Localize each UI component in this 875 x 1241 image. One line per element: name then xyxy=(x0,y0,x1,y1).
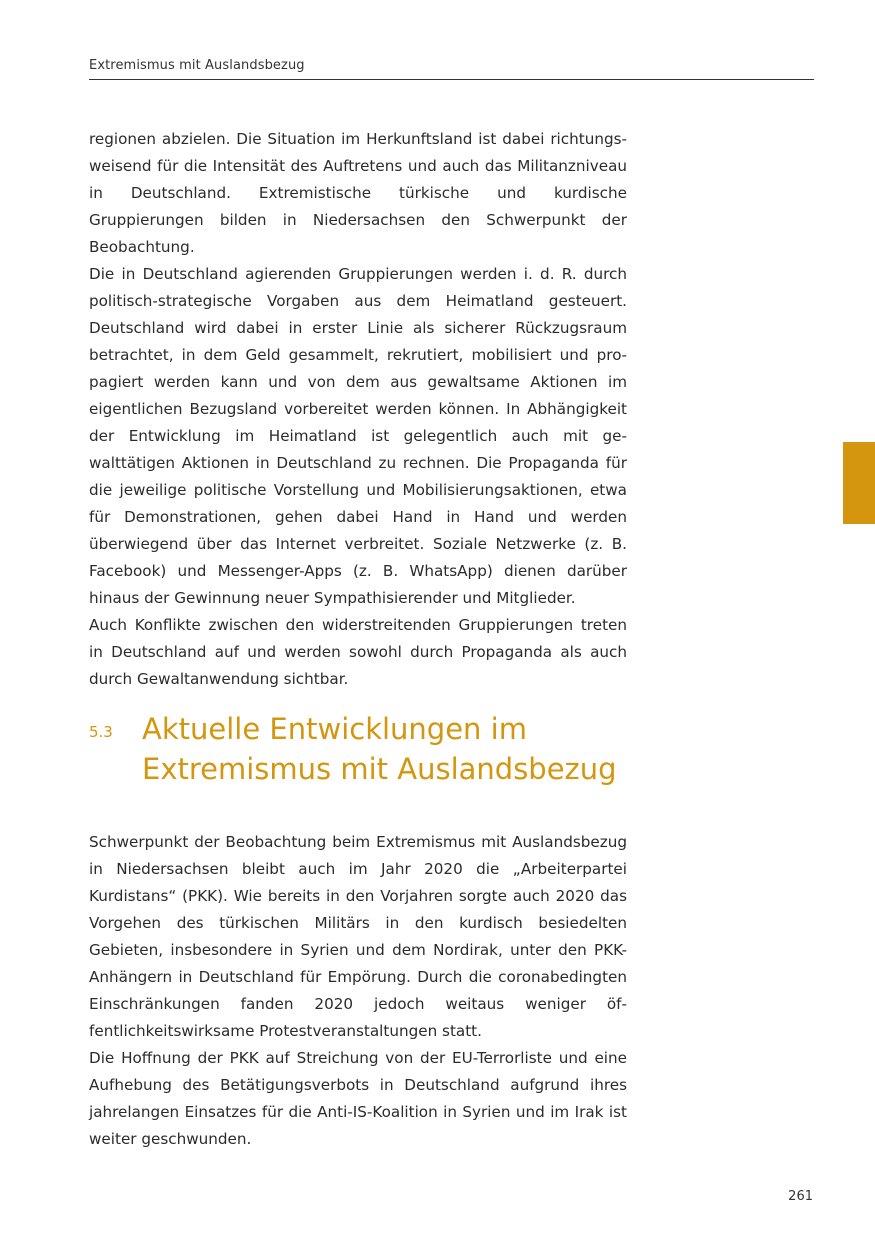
paragraph: Die Hoffnung der PKK auf Streichung von der EU-Terrorliste und eine Aufhebung des Betätigungsverbots in Deutschland aufgrund ihres jahrelangen Einsatzes für die Anti-IS-Koalition in Syrien und im Irak ist weiter geschwunden. xyxy=(89,1049,627,1148)
section-number: 5.3 xyxy=(89,723,113,741)
paragraph: Die in Deutschland agierenden Gruppierungen werden i. d. R. durch politisch-strategische Vorgaben aus dem Heimatland gesteuert. Deutschland wird dabei in erster Linie als sicherer Rückzugsraum betrachtet, in dem Geld gesammelt, rekrutiert, mobilisiert und propagiert werden kann und von dem aus gewaltsame Aktionen im eigentlichen Bezugsland vorbereitet werden können. In Abhängigkeit der Entwicklung im Heimatland ist gelegentlich auch mit gewalttätigen Aktionen in Deutschland zu rechnen. Die Propaganda für die jeweilige politische Vorstellung und Mobilisierungsaktionen, etwa für Demonstrationen, gehen dabei Hand in Hand und werden überwiegend über das Internet verbreitet. Soziale Netzwerke (z. B. Facebook) und Messenger-Apps (z. B. WhatsApp) dienen darüber hinaus der Gewinnung neuer Sympathisierender und Mitglieder. xyxy=(89,265,627,607)
body-text-after-section xyxy=(89,829,627,1153)
chapter-tab-marker xyxy=(843,442,875,524)
paragraph: Auch Konflikte zwischen den widerstreitenden Gruppierungen treten in Deutschland auf und werden sowohl durch Propaganda als auch durch Gewaltanwendung sichtbar. xyxy=(89,616,627,688)
section-title: Aktuelle Entwicklungen im Extremismus mit Auslandsbezug xyxy=(142,712,617,786)
paragraph: regionen abzielen. Die Situation im Herkunftsland ist dabei richtungsweisend für die Intensität des Auftretens und auch das Militanzniveau in Deutschland. Extremistische türkische und kurdische Gruppierungen bilden in Niedersachsen den Schwerpunkt der Beobachtung. xyxy=(89,130,627,256)
body-text-before-section xyxy=(89,126,627,693)
page-number: 261 xyxy=(788,1189,813,1204)
header-rule xyxy=(89,79,814,80)
paragraph: Schwerpunkt der Beobachtung beim Extremismus mit Auslandsbezug in Niedersachsen bleibt auch im Jahr 2020 die „Arbeiterpartei Kurdistans“ (PKK). Wie bereits in den Vorjahren sorgte auch 2020 das Vorgehen des türkischen Militärs in den kurdisch besiedelten Gebieten, insbesondere in Syrien und dem Nordirak, unter den PKK-Anhängern in Deutschland für Empörung. Durch die coronabedingten Einschränkungen fanden 2020 jedoch weitaus weniger öffentlichkeitswirksame Protestveranstaltungen statt. xyxy=(89,833,627,1040)
running-header: Extremismus mit Auslandsbezug xyxy=(89,58,305,73)
